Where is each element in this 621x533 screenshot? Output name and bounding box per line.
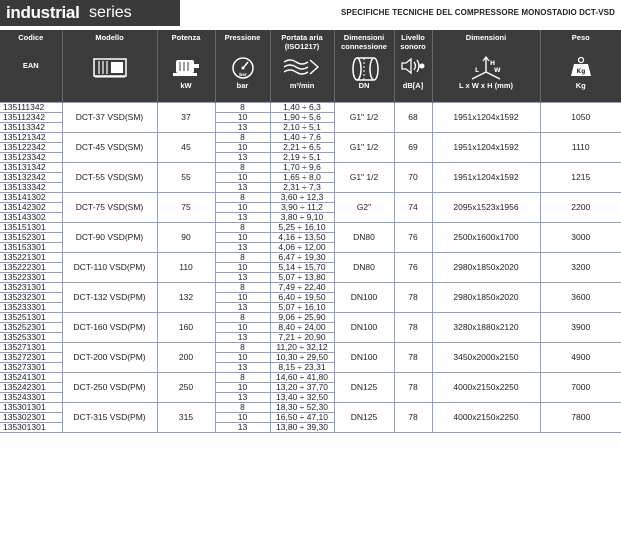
pressure-cell: 13 [215, 122, 270, 132]
ean-code-cell: 135271301 [0, 342, 62, 352]
weight-cell: 7800 [540, 402, 621, 432]
pressure-cell: 8 [215, 222, 270, 232]
flow-cell: 13,20 ÷ 37,70 [270, 382, 334, 392]
ean-code-cell: 135232301 [0, 292, 62, 302]
flow-cell: 5,25 ÷ 16,10 [270, 222, 334, 232]
noise-cell: 78 [394, 372, 432, 402]
ean-code-cell: 135142302 [0, 202, 62, 212]
svg-text:L: L [475, 67, 479, 74]
pressure-cell: 10 [215, 142, 270, 152]
document-title: SPECIFICHE TECNICHE DEL COMPRESSORE MONOSTADIO DCT-VSD [340, 8, 615, 17]
model-cell: DCT-45 VSD(SM) [62, 132, 157, 162]
ean-code-cell: 135301301 [0, 402, 62, 412]
series-title-bold: industrial [6, 3, 80, 22]
header-pressure-label: Pressione [224, 33, 261, 42]
pressure-cell: 10 [215, 232, 270, 242]
flow-cell: 1,40 ÷ 7,6 [270, 132, 334, 142]
pressure-cell: 8 [215, 252, 270, 262]
connection-cell: G1" 1/2 [334, 102, 394, 132]
header-connection [334, 30, 394, 102]
flow-cell: 11,20 ÷ 32,12 [270, 342, 334, 352]
svg-text:bar: bar [238, 72, 247, 77]
ean-code-cell: 135301301 [0, 422, 62, 432]
table-row [0, 132, 621, 142]
ean-code-cell: 135272301 [0, 352, 62, 362]
ean-code-cell: 135121342 [0, 132, 62, 142]
noise-cell: 69 [394, 132, 432, 162]
flow-cell: 2,31 ÷ 7,3 [270, 182, 334, 192]
pressure-cell: 13 [215, 182, 270, 192]
noise-cell: 68 [394, 102, 432, 132]
header-dimensions [432, 30, 540, 102]
model-cell: DCT-90 VSD(PM) [62, 222, 157, 252]
pressure-cell: 13 [215, 242, 270, 252]
ean-code-cell: 135253301 [0, 332, 62, 342]
series-banner [0, 0, 180, 26]
pipe-icon [335, 56, 394, 82]
model-cell: DCT-132 VSD(PM) [62, 282, 157, 312]
ean-code-cell: 135131342 [0, 162, 62, 172]
connection-cell: DN125 [334, 402, 394, 432]
flow-cell: 5,14 ÷ 15,70 [270, 262, 334, 272]
pressure-cell: 8 [215, 402, 270, 412]
dimensions-cell: 2095x1523x1956 [432, 192, 540, 222]
model-cell: DCT-250 VSD(PM) [62, 372, 157, 402]
dimensions-cell: 4000x2150x2250 [432, 372, 540, 402]
noise-cell: 78 [394, 282, 432, 312]
flow-cell: 13,80 ÷ 39,30 [270, 422, 334, 432]
connection-cell: DN80 [334, 252, 394, 282]
table-body [0, 102, 621, 432]
ean-code-cell: 135273301 [0, 362, 62, 372]
ean-code-cell: 135222301 [0, 262, 62, 272]
flow-cell: 9,06 ÷ 25,90 [270, 312, 334, 322]
header-flow [270, 30, 334, 102]
noise-cell: 78 [394, 342, 432, 372]
power-cell: 90 [157, 222, 215, 252]
pressure-cell: 8 [215, 102, 270, 112]
power-cell: 160 [157, 312, 215, 342]
pressure-cell: 13 [215, 362, 270, 372]
weight-icon [541, 56, 621, 82]
power-cell: 132 [157, 282, 215, 312]
model-cell: DCT-315 VSD(PM) [62, 402, 157, 432]
header-power-label: Potenza [171, 33, 201, 42]
pressure-cell: 10 [215, 262, 270, 272]
header-dimensions-unit: L x W x H (mm) [458, 81, 514, 90]
flow-cell: 18,30 ÷ 52,30 [270, 402, 334, 412]
table-row [0, 192, 621, 202]
flow-cell: 6,40 ÷ 19,50 [270, 292, 334, 302]
ean-code-cell: 135112342 [0, 112, 62, 122]
dimensions-cell: 2980x1850x2020 [432, 252, 540, 282]
connection-cell: G1" 1/2 [334, 132, 394, 162]
pressure-cell: 8 [215, 342, 270, 352]
ean-code-cell: 135122342 [0, 142, 62, 152]
flow-cell: 8,15 ÷ 23,31 [270, 362, 334, 372]
flow-cell: 4,06 ÷ 12,00 [270, 242, 334, 252]
gauge-icon [216, 56, 270, 82]
model-cell: DCT-200 VSD(PM) [62, 342, 157, 372]
weight-cell: 1215 [540, 162, 621, 192]
connection-cell: DN100 [334, 342, 394, 372]
pressure-cell: 13 [215, 212, 270, 222]
power-cell: 110 [157, 252, 215, 282]
power-cell: 250 [157, 372, 215, 402]
airflow-icon [271, 56, 334, 82]
weight-cell: 1050 [540, 102, 621, 132]
table-row [0, 372, 621, 382]
model-cell: DCT-55 VSD(SM) [62, 162, 157, 192]
ean-code-cell: 135221301 [0, 252, 62, 262]
power-cell: 200 [157, 342, 215, 372]
connection-cell: DN80 [334, 222, 394, 252]
pressure-cell: 13 [215, 392, 270, 402]
connection-cell: DN100 [334, 282, 394, 312]
pressure-cell: 10 [215, 112, 270, 122]
compressor-icon [63, 56, 157, 82]
header-code-unit: EAN [22, 61, 39, 70]
ean-code-cell: 135151301 [0, 222, 62, 232]
dimensions-cell: 3450x2000x2150 [432, 342, 540, 372]
ean-code-cell: 135133342 [0, 182, 62, 192]
flow-cell: 4,16 ÷ 13,50 [270, 232, 334, 242]
header-noise-unit: dB[A] [402, 81, 424, 90]
ean-code-cell: 135251301 [0, 312, 62, 322]
weight-cell: 3000 [540, 222, 621, 252]
pressure-cell: 13 [215, 332, 270, 342]
power-cell: 75 [157, 192, 215, 222]
pressure-cell: 10 [215, 322, 270, 332]
model-cell: DCT-75 VSD(SM) [62, 192, 157, 222]
connection-cell: DN125 [334, 372, 394, 402]
weight-cell: 3900 [540, 312, 621, 342]
weight-cell: 7000 [540, 372, 621, 402]
flow-cell: 3,90 ÷ 11,2 [270, 202, 334, 212]
table-row [0, 222, 621, 232]
power-cell: 37 [157, 102, 215, 132]
specs-table [0, 30, 621, 433]
dimensions-cell: 2500x1600x1700 [432, 222, 540, 252]
pressure-cell: 8 [215, 162, 270, 172]
table-row [0, 342, 621, 352]
dimensions-cell: 4000x2150x2250 [432, 402, 540, 432]
flow-cell: 3,80 ÷ 9,10 [270, 212, 334, 222]
flow-cell: 3,60 ÷ 12,3 [270, 192, 334, 202]
flow-cell: 7,49 ÷ 22,40 [270, 282, 334, 292]
dimensions-cell: 3280x1880x2120 [432, 312, 540, 342]
pressure-cell: 13 [215, 422, 270, 432]
flow-cell: 8,40 ÷ 24,00 [270, 322, 334, 332]
pressure-cell: 10 [215, 412, 270, 422]
flow-cell: 7,21 ÷ 20,90 [270, 332, 334, 342]
ean-code-cell: 135231301 [0, 282, 62, 292]
flow-cell: 1,70 ÷ 9,6 [270, 162, 334, 172]
noise-cell: 74 [394, 192, 432, 222]
flow-cell: 2,19 ÷ 5,1 [270, 152, 334, 162]
ean-code-cell: 135302301 [0, 412, 62, 422]
dimensions-icon [433, 56, 540, 82]
dimensions-cell: 1951x1204x1592 [432, 102, 540, 132]
connection-cell: G2" [334, 192, 394, 222]
pressure-cell: 10 [215, 172, 270, 182]
flow-cell: 1,40 ÷ 6,3 [270, 102, 334, 112]
flow-cell: 5,07 ÷ 16,10 [270, 302, 334, 312]
flow-cell: 10,30 ÷ 29,50 [270, 352, 334, 362]
table-row [0, 282, 621, 292]
dimensions-cell: 1951x1204x1592 [432, 132, 540, 162]
dimensions-cell: 1951x1204x1592 [432, 162, 540, 192]
ean-code-cell: 135223301 [0, 272, 62, 282]
noise-cell: 78 [394, 312, 432, 342]
pressure-cell: 10 [215, 352, 270, 362]
ean-code-cell: 135153301 [0, 242, 62, 252]
header-pressure [215, 30, 270, 102]
header-power-unit: kW [180, 81, 192, 90]
header-connection-unit: DN [358, 81, 370, 90]
header-flow-label: Portata aria (ISO1217) [281, 33, 323, 51]
ean-code-cell: 135252301 [0, 322, 62, 332]
flow-cell: 5,07 ÷ 13,80 [270, 272, 334, 282]
flow-cell: 1,90 ÷ 5,6 [270, 112, 334, 122]
connection-cell: G1" 1/2 [334, 162, 394, 192]
header-flow-unit: m³/min [289, 81, 315, 90]
header-noise [394, 30, 432, 102]
header-power [157, 30, 215, 102]
model-cell: DCT-37 VSD(SM) [62, 102, 157, 132]
model-cell: DCT-110 VSD(PM) [62, 252, 157, 282]
dimensions-cell: 2980x1850x2020 [432, 282, 540, 312]
pressure-cell: 8 [215, 192, 270, 202]
weight-cell: 1110 [540, 132, 621, 162]
weight-cell: 3200 [540, 252, 621, 282]
header-connection-label: Dimensioni connessione [341, 33, 387, 51]
header-dimensions-label: Dimensioni [465, 33, 507, 42]
power-cell: 315 [157, 402, 215, 432]
weight-cell: 2200 [540, 192, 621, 222]
weight-cell: 4900 [540, 342, 621, 372]
table-header-row [0, 30, 621, 102]
motor-icon [158, 56, 215, 82]
header-noise-label: Livello sonoro [400, 33, 426, 51]
speaker-icon [395, 56, 432, 82]
flow-cell: 14,60 ÷ 41,80 [270, 372, 334, 382]
pressure-cell: 10 [215, 382, 270, 392]
flow-cell: 13,40 ÷ 32,50 [270, 392, 334, 402]
noise-cell: 76 [394, 252, 432, 282]
flow-cell: 1,65 ÷ 8,0 [270, 172, 334, 182]
flow-cell: 2,21 ÷ 6,5 [270, 142, 334, 152]
pressure-cell: 8 [215, 312, 270, 322]
pressure-cell: 8 [215, 372, 270, 382]
table-row [0, 102, 621, 112]
pressure-cell: 8 [215, 132, 270, 142]
noise-cell: 78 [394, 402, 432, 432]
ean-code-cell: 135233301 [0, 302, 62, 312]
ean-code-cell: 135152301 [0, 232, 62, 242]
pressure-cell: 13 [215, 152, 270, 162]
ean-code-cell: 135243301 [0, 392, 62, 402]
svg-text:W: W [494, 67, 501, 74]
pressure-cell: 8 [215, 282, 270, 292]
weight-cell: 3600 [540, 282, 621, 312]
table-row [0, 402, 621, 412]
flow-cell: 6,47 ÷ 19,30 [270, 252, 334, 262]
header-weight [540, 30, 621, 102]
noise-cell: 76 [394, 222, 432, 252]
svg-text:H: H [490, 60, 496, 67]
header-model [62, 30, 157, 102]
pressure-cell: 10 [215, 202, 270, 212]
power-cell: 45 [157, 132, 215, 162]
header-weight-label: Peso [571, 33, 590, 42]
table-row [0, 312, 621, 322]
ean-code-cell: 135113342 [0, 122, 62, 132]
connection-cell: DN100 [334, 312, 394, 342]
ean-code-cell: 135141302 [0, 192, 62, 202]
model-cell: DCT-160 VSD(PM) [62, 312, 157, 342]
flow-cell: 2,10 ÷ 5,1 [270, 122, 334, 132]
flow-cell: 16,50 ÷ 47,10 [270, 412, 334, 422]
pressure-cell: 13 [215, 272, 270, 282]
series-title-light: series [89, 4, 132, 21]
table-row [0, 162, 621, 172]
power-cell: 55 [157, 162, 215, 192]
svg-text:Kg: Kg [576, 68, 586, 75]
pressure-cell: 10 [215, 292, 270, 302]
header-pressure-unit: bar [236, 81, 249, 90]
header-code [0, 30, 62, 102]
ean-code-cell: 135111342 [0, 102, 62, 112]
ean-code-cell: 135242301 [0, 382, 62, 392]
header-weight-unit: Kg [575, 81, 586, 90]
ean-code-cell: 135132342 [0, 172, 62, 182]
header-model-label: Modello [95, 33, 124, 42]
ean-code-cell: 135143302 [0, 212, 62, 222]
header-code-label: Codice [18, 33, 44, 42]
ean-code-cell: 135241301 [0, 372, 62, 382]
noise-cell: 70 [394, 162, 432, 192]
table-row [0, 252, 621, 262]
pressure-cell: 13 [215, 302, 270, 312]
ean-code-cell: 135123342 [0, 152, 62, 162]
